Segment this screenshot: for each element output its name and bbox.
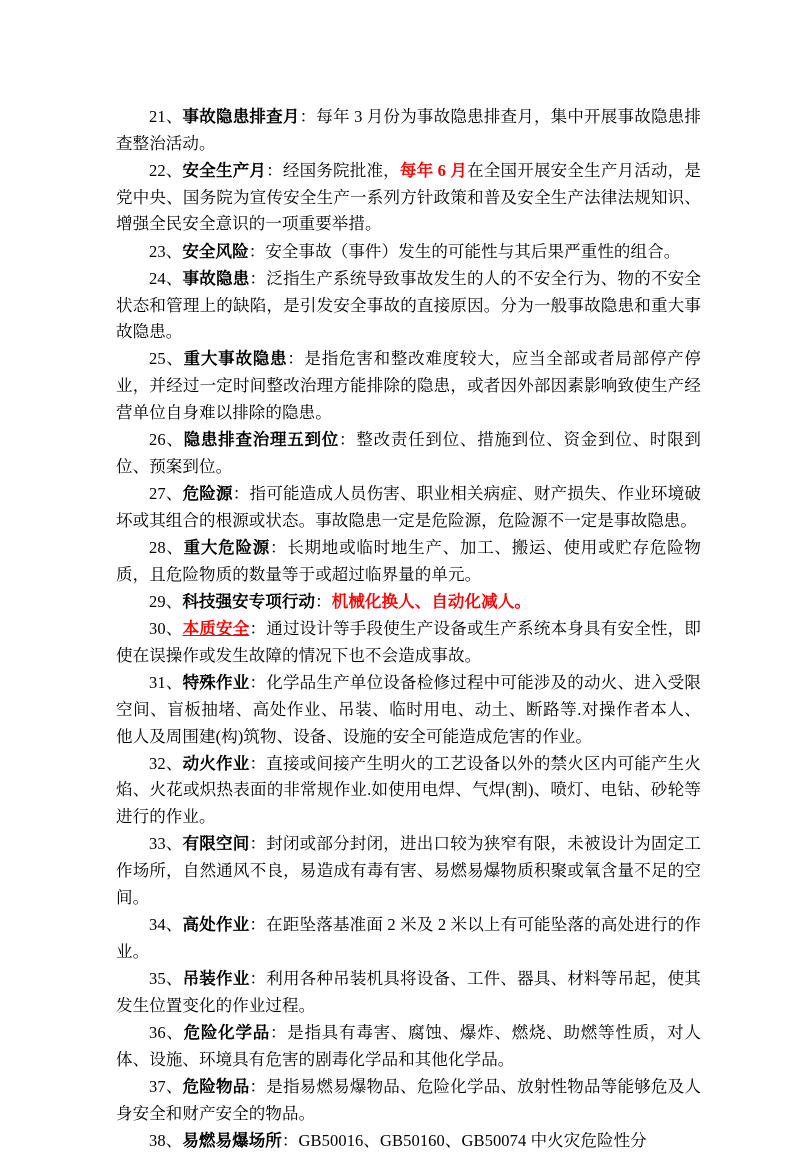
term-separator: ： [249, 1076, 267, 1096]
term-label: 本质安全 [182, 619, 250, 639]
body-text: 在全国开展安全生产月活动，是党中央、国务院为宣传安全生产一系列方针政策和普及安全生产法律法规知识、增强全民安全意识的一项重要举措。 [116, 160, 701, 234]
term-separator: ： [287, 349, 305, 369]
term-separator: ： [249, 673, 267, 693]
term-label: 吊装作业 [182, 969, 250, 988]
term-label: 事故隐患 [182, 268, 250, 288]
paragraph-item-31 [116, 670, 701, 750]
body-text: 在距坠落基准面 2 米及 2 米以上有可能坠落的高处进行的作业。 [116, 915, 702, 961]
item-number: 32、 [149, 753, 183, 773]
term-separator: ： [232, 484, 250, 504]
body-text: 每年 3 月份为事故隐患排查月，集中开展事故隐患排查整治活动。 [116, 107, 701, 153]
item-number: 38、 [149, 1130, 183, 1150]
body-text: 是指具有毒害、腐蚀、爆炸、燃烧、助燃等性质，对人体、设施、环境具有危害的剧毒化学品和其他化学品。 [116, 1022, 702, 1069]
body-text: 封闭或部分封闭，进出口较为狭窄有限，未被设计为固定工作场所，自然通风不良，易造成有毒有害、易燃易爆物质积聚或氧含量不足的空间。 [116, 834, 701, 907]
paragraph-item-24 [116, 266, 701, 346]
term-separator: ： [249, 969, 267, 988]
paragraph-item-25 [116, 346, 701, 426]
paragraph-item-21 [116, 104, 701, 157]
term-separator: ： [248, 241, 266, 261]
body-text: 整改责任到位、措施到位、资金到位、时限到位、预案到位。 [116, 430, 701, 476]
term-separator: ： [281, 1130, 299, 1150]
paragraph-item-33 [116, 831, 701, 911]
body-text: 经国务院批准， [282, 160, 400, 180]
term-separator: ： [266, 160, 283, 180]
paragraph-item-36 [116, 1020, 701, 1073]
item-number: 23、 [149, 241, 183, 261]
item-number: 29、 [149, 591, 183, 611]
term-separator: ： [315, 591, 332, 611]
item-number: 22、 [149, 160, 183, 180]
term-label: 易燃易爆场所 [182, 1130, 282, 1150]
term-separator: ： [269, 538, 288, 557]
term-separator: ： [339, 430, 357, 450]
term-label: 安全生产月 [182, 160, 267, 180]
term-separator: ： [249, 753, 267, 773]
term-separator: ： [249, 915, 267, 935]
item-number: 25、 [149, 349, 184, 369]
body-text: 泛指生产系统导致事故发生的人的不安全行为、物的不安全状态和管理上的缺陷，是引发安全事故的直接原因。分为一般事故隐患和重大事故隐患。 [116, 268, 701, 342]
item-number: 33、 [149, 834, 183, 854]
document-body [116, 104, 701, 1155]
paragraph-item-28 [116, 535, 701, 588]
item-number: 28、 [149, 538, 184, 557]
body-text: GB50016、GB50160、GB50074 中火灾危险性分 [298, 1130, 647, 1150]
item-number: 24、 [149, 268, 183, 288]
body-text: 是指易燃易爆物品、危险化学品、放射性物品等能够危及人身安全和财产安全的物品。 [116, 1076, 701, 1123]
term-label: 事故隐患排查月 [182, 107, 300, 126]
term-label: 安全风险 [182, 241, 249, 261]
term-label: 重大危险源 [183, 538, 270, 557]
paragraph-item-30 [116, 616, 701, 669]
term-label: 重大事故隐患 [183, 349, 288, 369]
term-label: 有限空间 [182, 834, 250, 854]
term-label: 动火作业 [182, 753, 250, 773]
item-number: 21、 [149, 107, 183, 126]
term-label: 特殊作业 [182, 673, 250, 693]
body-text: 安全事故（事件）发生的可能性与其后果严重性的组合。 [265, 241, 681, 261]
term-label: 科技强安专项行动 [182, 591, 316, 611]
body-text: 直接或间接产生明火的工艺设备以外的禁火区内可能产生火焰、火花或炽热表面的非常规作业.如使用电焊、气焊(割)、喷灯、电钻、砂轮等进行的作业。 [116, 753, 701, 827]
body-text: 利用各种吊装机具将设备、工件、器具、材料等吊起，使其发生位置变化的作业过程。 [116, 969, 701, 1015]
paragraph-item-32 [116, 751, 701, 831]
body-text: 是指危害和整改难度较大，应当全部或者局部停产停业，并经过一定时间整改治理方能排除的隐患，或者因外部因素影响致使生产经营单位自身难以排除的隐患。 [116, 349, 701, 422]
item-number: 30、 [149, 619, 183, 639]
paragraph-item-22 [116, 158, 701, 238]
item-number: 34、 [149, 915, 183, 935]
term-label: 危险物品 [182, 1076, 250, 1096]
item-number: 26、 [149, 430, 184, 450]
item-number: 31、 [149, 673, 183, 693]
paragraph-item-34 [116, 912, 701, 965]
term-label: 高处作业 [182, 915, 250, 935]
highlighted-text: 每年 6 月 [399, 160, 468, 180]
paragraph-item-23 [116, 239, 701, 266]
paragraph-item-27 [116, 481, 701, 534]
term-label: 危险源 [182, 484, 233, 504]
body-text: 通过设计等手段使生产设备或生产系统本身具有安全性，即使在误操作或发生故障的情况下也不会造成事故。 [116, 619, 701, 665]
item-number: 36、 [149, 1022, 184, 1042]
item-number: 35、 [149, 969, 183, 988]
paragraph-item-35 [116, 966, 701, 1019]
term-separator: ： [299, 107, 317, 126]
term-separator: ： [249, 268, 267, 288]
paragraph-item-29 [116, 589, 701, 616]
term-separator: ： [249, 619, 267, 639]
body-text: 化学品生产单位设备检修过程中可能涉及的动火、进入受限空间、盲板抽堵、高处作业、吊装、临时用电、动土、断路等.对操作者本人、他人及周围建(构)筑物、设备、设施的安全可能造成危害的作业。 [116, 673, 701, 746]
paragraph-item-38 [116, 1128, 701, 1155]
item-number: 37、 [149, 1076, 183, 1096]
term-label: 危险化学品 [183, 1022, 270, 1042]
paragraph-item-26 [116, 427, 701, 480]
body-text: 长期地或临时地生产、加工、搬运、使用或贮存危险物质，且危险物质的数量等于或超过临界量的单元。 [116, 538, 702, 584]
paragraph-item-37 [116, 1074, 701, 1127]
term-label: 隐患排查治理五到位 [183, 430, 340, 450]
term-separator: ： [249, 834, 267, 854]
highlighted-text: 机械化换人、自动化减人。 [331, 591, 531, 611]
term-separator: ： [269, 1022, 288, 1042]
item-number: 27、 [149, 484, 183, 504]
body-text: 指可能造成人员伤害、职业相关病症、财产损失、作业环境破坏或其组合的根源或状态。事故隐患一定是危险源，危险源不一定是事故隐患。 [116, 484, 701, 530]
